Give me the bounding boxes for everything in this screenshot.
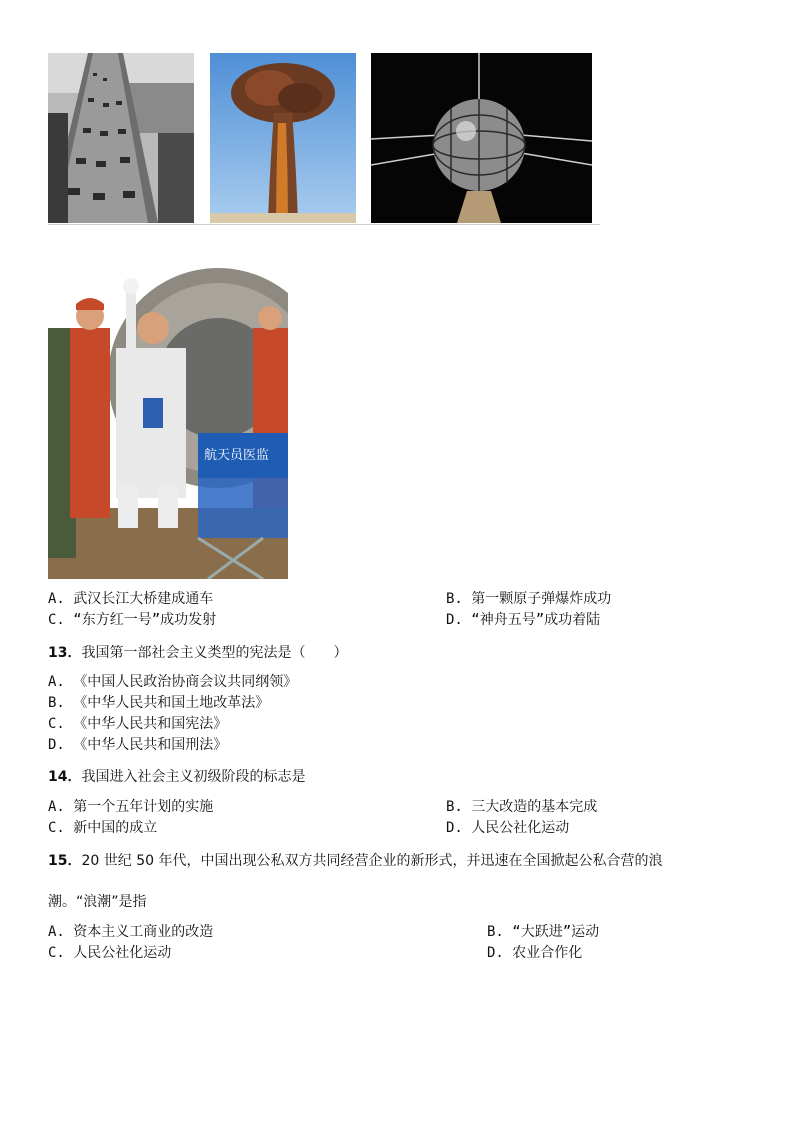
satellite-photo xyxy=(371,53,592,223)
q14-stem xyxy=(48,768,305,786)
q15-option-c[interactable]: C. 人民公社化运动 xyxy=(48,945,172,961)
q15-stem-line1: 20 世纪 50 年代，中国出现公私双方共同经营企业的新形式，并迅速在全国掀起公私合营的浪 xyxy=(81,853,663,869)
q14-option-b[interactable]: B. 三大改造的基本完成 xyxy=(446,799,598,815)
mushroom-cloud-photo xyxy=(210,53,356,223)
q13-option-b[interactable]: B. 《中华人民共和国土地改革法》 xyxy=(48,695,270,711)
q15-stem xyxy=(48,852,662,870)
q15-number: 15． xyxy=(48,853,82,869)
q12-option-d[interactable]: D. “神舟五号”成功着陆 xyxy=(446,612,601,628)
q13-option-a[interactable]: A. 《中国人民政治协商会议共同纲领》 xyxy=(48,674,298,690)
q15-option-d[interactable]: D. 农业合作化 xyxy=(487,945,583,961)
q12-option-a[interactable]: A. 武汉长江大桥建成通车 xyxy=(48,591,214,607)
q15-option-a[interactable]: A. 资本主义工商业的改造 xyxy=(48,924,214,940)
q12-option-c[interactable]: C. “东方红一号”成功发射 xyxy=(48,612,217,628)
q15-stem-line2: 潮。“浪潮”是指 xyxy=(48,894,147,910)
q15-option-b[interactable]: B. “大跃进”运动 xyxy=(487,924,600,940)
q13-option-c[interactable]: C. 《中华人民共和国宪法》 xyxy=(48,716,228,732)
q14-option-c[interactable]: C. 新中国的成立 xyxy=(48,820,158,836)
q14-option-d[interactable]: D. 人民公社化运动 xyxy=(446,820,570,836)
q13-stem xyxy=(48,644,347,662)
image-divider xyxy=(48,224,600,225)
q13-option-d[interactable]: D. 《中华人民共和国刑法》 xyxy=(48,737,228,753)
q12-option-b[interactable]: B. 第一颗原子弹爆炸成功 xyxy=(446,591,612,607)
bridge-traffic-photo xyxy=(48,53,194,223)
q13-number: 13． xyxy=(48,645,82,661)
q13-stem-text: 我国第一部社会主义类型的宪法是（ ） xyxy=(81,645,348,661)
q14-stem-text: 我国进入社会主义初级阶段的标志是 xyxy=(81,769,306,785)
astronaut-landing-photo xyxy=(48,258,288,579)
chair-sign-text: 航天员医监 xyxy=(204,448,270,463)
q14-option-a[interactable]: A. 第一个五年计划的实施 xyxy=(48,799,214,815)
q14-number: 14． xyxy=(48,769,82,785)
